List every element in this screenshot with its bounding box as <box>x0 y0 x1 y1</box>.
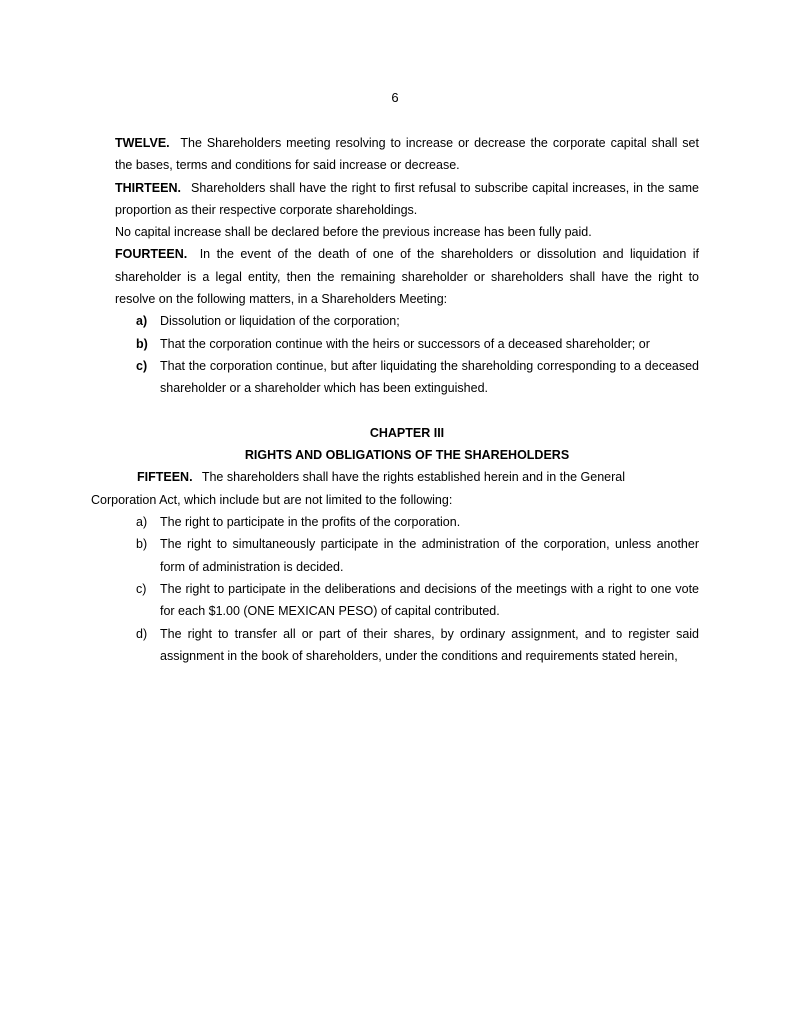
list-item-text: The right to participate in the profits of the corporation. <box>160 515 461 530</box>
list-item-text: The right to transfer all or part of their shares, by ordinary assignment, and to register said assignment in the book of shareholders, under the conditions and requirements stated herein, <box>160 626 699 663</box>
clause-fourteen <box>115 243 699 310</box>
list-item-text: Dissolution or liquidation of the corporation; <box>160 314 400 329</box>
clause-text: The shareholders shall have the rights established herein and in the General <box>201 470 625 485</box>
clause-label: TWELVE. <box>115 136 170 150</box>
list-marker: a) <box>136 314 148 329</box>
clause-fifteen-continued: Corporation Act, which include but are not limited to the following: <box>91 492 453 507</box>
chapter-subheading: RIGHTS AND OBLIGATIONS OF THE SHAREHOLDERS <box>244 448 570 463</box>
page-body <box>91 132 699 667</box>
list-item <box>115 578 699 623</box>
clause-thirteen-note: No capital increase shall be declared before the previous increase has been fully paid. <box>115 225 592 240</box>
list-item-text: The right to simultaneously participate in the administration of the corporation, unless another form of administration is decided. <box>160 537 699 574</box>
clause-label: FIFTEEN. <box>137 470 193 485</box>
chapter-heading: CHAPTER III <box>369 425 445 440</box>
list-marker: c) <box>136 581 147 596</box>
clause-text: The Shareholders meeting resolving to increase or decrease the corporate capital shall set the bases, terms and conditions for said increase or decrease. <box>115 136 699 173</box>
list-marker: a) <box>136 515 148 530</box>
list-marker: c) <box>136 358 148 373</box>
clause-thirteen <box>115 177 699 222</box>
list-item <box>115 533 699 578</box>
list-marker: b) <box>136 336 148 351</box>
list-item <box>115 511 699 533</box>
list-marker: d) <box>136 626 148 641</box>
list-item-text: The right to participate in the deliberations and decisions of the meetings with a right to one vote for each $1.00 (ONE MEXICAN PESO) of capital contributed. <box>160 581 699 619</box>
clause-text: Shareholders shall have the right to first refusal to subscribe capital increases, in the same proportion as their respective corporate shareholdings. <box>115 180 699 217</box>
list-item-text: That the corporation continue, but after liquidating the shareholding corresponding to a deceased shareholder or a shareholder which has been extinguished. <box>160 358 699 396</box>
list-item <box>115 623 699 668</box>
list-item <box>115 355 699 400</box>
list-item <box>115 310 699 332</box>
list-item <box>115 333 699 355</box>
list-marker: b) <box>136 537 148 552</box>
clause-text: In the event of the death of one of the shareholders or dissolution and liquidation if shareholder is a legal entity, then the remaining shareholder or shareholders shall have the right to resolve on the following matters, in a Shareholders Meeting: <box>115 247 699 307</box>
clause-fifteen <box>115 466 699 488</box>
clause-twelve <box>115 132 699 177</box>
clause-label: THIRTEEN. <box>115 180 181 195</box>
page-number: 6 <box>391 90 399 105</box>
list-item-text: That the corporation continue with the heirs or successors of a deceased shareholder; or <box>160 336 650 351</box>
clause-label: FOURTEEN. <box>115 247 188 262</box>
